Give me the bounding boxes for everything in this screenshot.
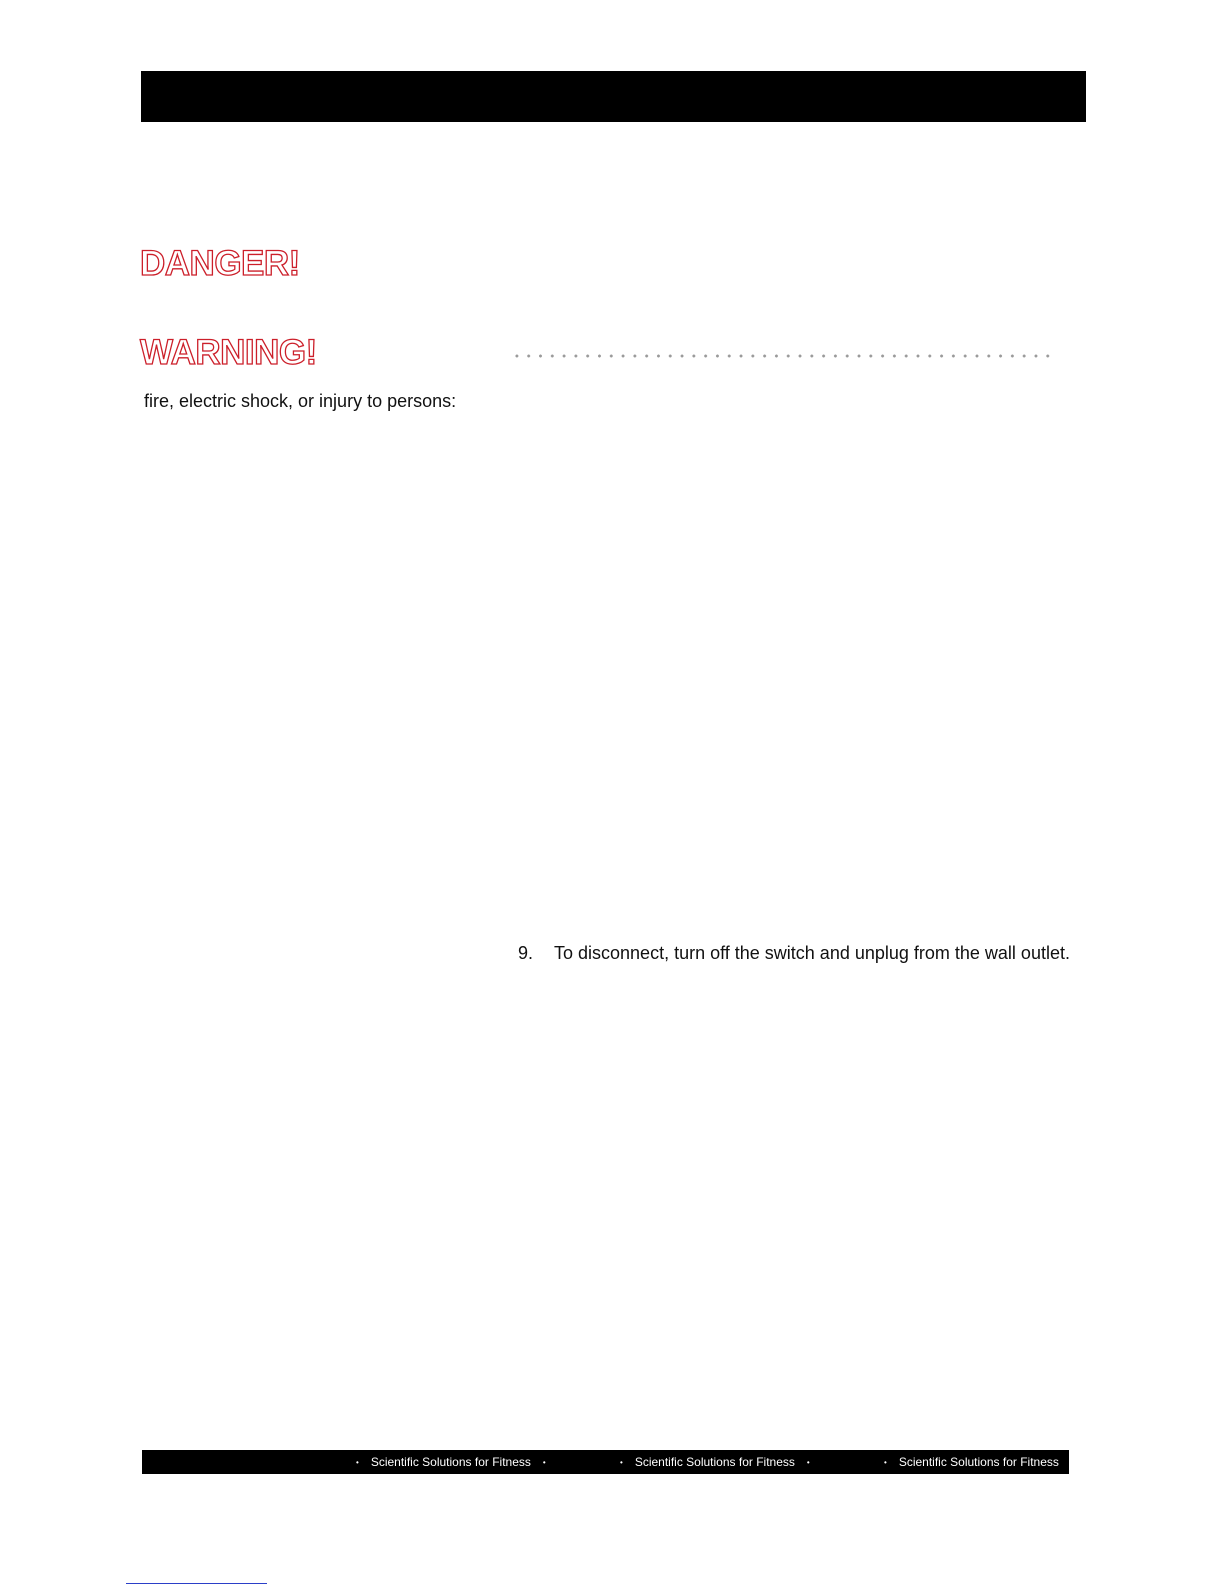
- bullet-icon: •: [884, 1457, 887, 1467]
- danger-heading: DANGER!: [140, 244, 300, 283]
- bullet-icon: •: [620, 1457, 623, 1467]
- footer-slogan: [884, 1450, 1074, 1474]
- warning-intro-text: fire, electric shock, or injury to persons:: [144, 391, 457, 411]
- instruction-text: To disconnect, turn off the switch and unplug from the wall outlet.: [554, 943, 1070, 963]
- footer-slogan-text: Scientific Solutions for Fitness: [898, 1455, 1059, 1469]
- bullet-icon: •: [1070, 1457, 1074, 1467]
- footer-bar: [142, 1450, 1074, 1474]
- footer-slogan: [620, 1450, 810, 1474]
- bullet-icon: •: [542, 1457, 546, 1467]
- link-underline[interactable]: [126, 1583, 267, 1584]
- bullet-icon: •: [356, 1457, 359, 1467]
- page-header-bar: [141, 71, 1086, 122]
- footer-slogan: [356, 1450, 546, 1474]
- instruction-item: [518, 941, 1070, 965]
- footer-slogan-text: Scientific Solutions for Fitness: [634, 1455, 795, 1469]
- dotted-divider: [511, 354, 1055, 358]
- bullet-icon: •: [806, 1457, 810, 1467]
- footer-slogan-text: Scientific Solutions for Fitness: [370, 1455, 531, 1469]
- warning-heading: WARNING!: [140, 333, 317, 372]
- instruction-number: 9.: [518, 943, 534, 963]
